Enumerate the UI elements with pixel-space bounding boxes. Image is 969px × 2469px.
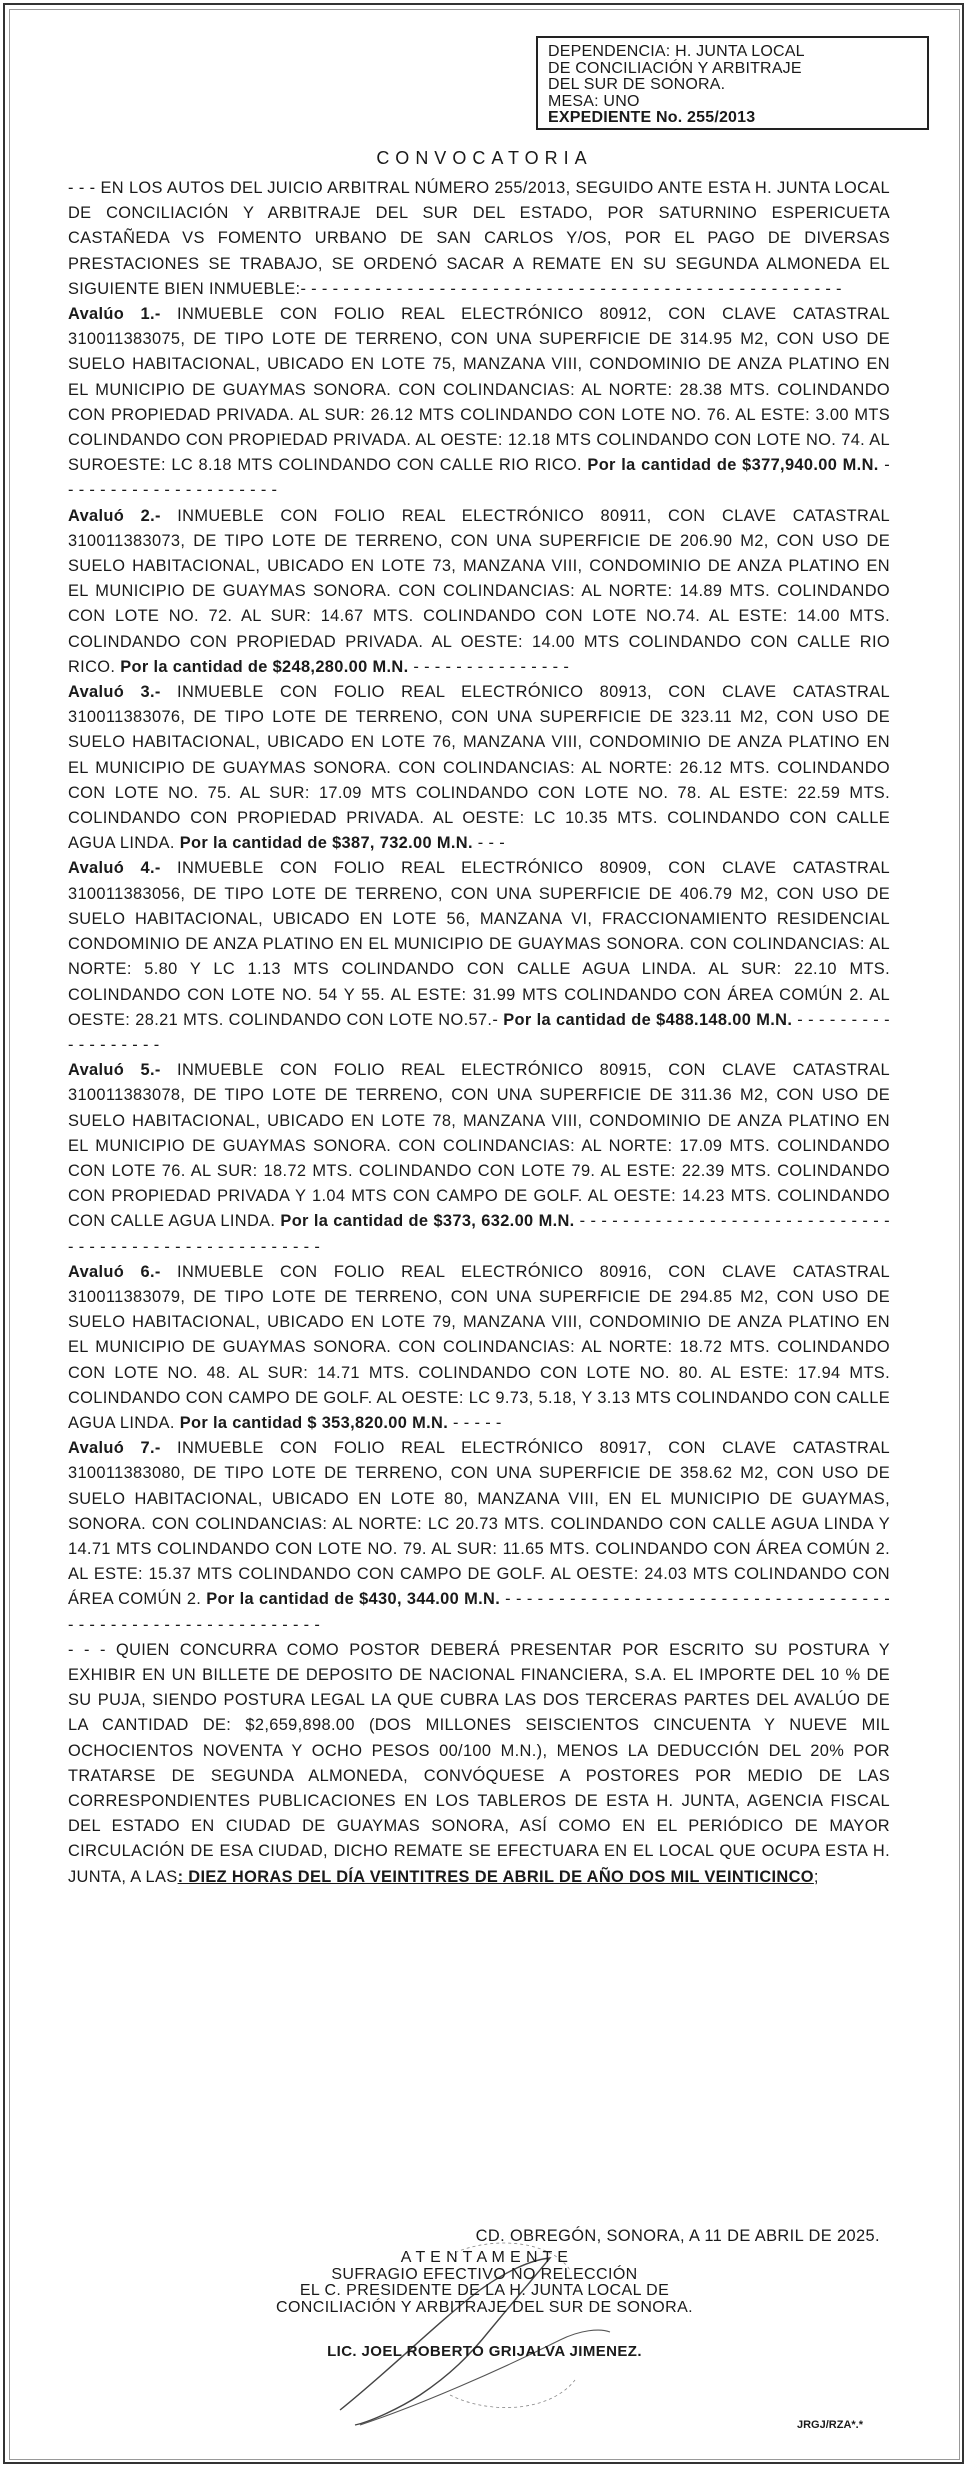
avaluo-dashes: - - - - - - - - - - - - - - - [408, 657, 570, 676]
avaluo-amount: Por la cantidad de $387, 732.00 M.N. [179, 834, 473, 853]
header-box [536, 36, 929, 130]
avaluo-4 [68, 856, 890, 1058]
avaluo-dashes: - - - - - - - - - - - - - - - - - - - - - - - - - - - - - - - - - - - - - - - - - - - - - - - - - - - - - - - - - - - - [68, 1590, 891, 1634]
avaluo-text: INMUEBLE CON FOLIO REAL ELECTRÓNICO 80917, CON CLAVE CATASTRAL 310011383080, DE TIPO LOTE DE TERRENO, CON UNA SUPERFICIE DE 358.62 M2, CON USO DE SUELO HABITACIONAL, UBICADO EN LOTE 80, MANZANA VIII, EN EL MUNICIPIO DE GUAYMAS, SONORA. CON COLINDANCIAS: AL NORTE: LC 20.73 MTS. COLINDANDO CON CALLE AGUA LINDA Y 14.71 MTS COLINDANDO CON LOTE NO. 79. AL SUR: 11.65 MTS. COLINDANDO CON ÁREA COMÚN 2. AL ESTE: 15.37 MTS COLINDANDO CON CAMPO DE GOLF. AL OESTE: 24.03 MTS COLINDANDO CON ÁREA COMÚN 2. [68, 1439, 890, 1609]
avaluo-dashes: - - - - - - - - - - - - - - - - - - [68, 1010, 890, 1054]
avaluo-amount: Por la cantidad de $430, 344.00 M.N. [206, 1590, 501, 1609]
closing-text: - - - QUIEN CONCURRA COMO POSTOR DEBERÁ PRESENTAR POR ESCRITO SU POSTURA Y EXHIBIR EN UN BILLETE DE DEPOSITO DE NACIONAL FINANCIERA, S.A. EL IMPORTE DEL 10 % DE SU PUJA, SIENDO POSTURA LEGAL LA QUE CUBRA LAS DOS TERCERAS PARTES DEL AVALÚO DE LA CANTIDAD DE: $2,659,898.00 (DOS MILLONES SEISCIENTOS CINCUENTA Y NUEVE MIL OCHOCIENTOS NOVENTA Y OCHO PESOS 00/100 M.N.), MENOS LA DEDUCCIÓN DEL 20% POR TRATARSE DE SEGUNDA ALMONEDA, CONVÓQUESE A POSTORES POR MEDIO DE LAS CORRESPONDIENTES PUBLICACIONES EN LOS TABLEROS DE ESTA H. JUNTA, AGENCIA FISCAL DEL ESTADO EN CIUDAD DE GUAYMAS SONORA, ASÍ COMO EN EL PERIÓDICO DE MAYOR CIRCULACIÓN DE ESA CIUDAD, DICHO REMATE SE EFECTUARA EN EL LOCAL QUE OCUPA ESTA H. JUNTA, A LAS [68, 1640, 890, 1886]
header-sur: DEL SUR DE SONORA. [548, 76, 726, 93]
avaluo-dashes: - - - - - - - - - - - - - - - - - - - - - - - - - - - - - - - - - - - - - - - - - - - - - - - - - - - - - [68, 1212, 890, 1256]
avaluo-label: Avaluó 3.- [68, 683, 161, 702]
header-mesa: MESA: UNO [548, 92, 640, 110]
avaluo-label: Avalúo 1.- [68, 305, 161, 324]
avaluo-label: Avaluó 4.- [68, 859, 161, 878]
avaluo-1 [68, 302, 890, 504]
stamp-signature-icon [300, 2200, 680, 2440]
avaluo-text: INMUEBLE CON FOLIO REAL ELECTRÓNICO 80915, CON CLAVE CATASTRAL 310011383078, DE TIPO LOTE DE TERRENO, CON UNA SUPERFICIE DE 311.36 M2, CON USO DE SUELO HABITACIONAL, UBICADO EN LOTE 78, MANZANA VIII, CONDOMINIO DE ANZA PLATINO EN EL MUNICIPIO DE GUAYMAS SONORA. CON COLINDANCIAS: AL NORTE: 17.09 MTS. COLINDANDO CON LOTE 76. AL SUR: 18.72 MTS. COLINDANDO CON LOTE 79. AL ESTE: 22.39 MTS. COLINDANDO CON PROPIEDAD PRIVADA Y 1.04 MTS CON CAMPO DE GOLF. AL OESTE: 14.23 MTS. COLINDANDO CON CALLE AGUA LINDA. [68, 1061, 890, 1231]
avaluo-dashes: - - - - - - - - - - - - - - - - - - - - - [68, 456, 890, 500]
avaluo-7 [68, 1436, 890, 1638]
closing-paragraph [68, 1638, 890, 1890]
signature-block [0, 2250, 969, 2316]
avaluo-3 [68, 680, 890, 856]
signer-name: LIC. JOEL ROBERTO GRIJALVA JIMENEZ. [327, 2343, 642, 2360]
auction-datetime: : DIEZ HORAS DEL DÍA VEINTITRES DE ABRIL DE AÑO DOS MIL VEINTICINCO [177, 1867, 814, 1886]
avaluo-text: INMUEBLE CON FOLIO REAL ELECTRÓNICO 80916, CON CLAVE CATASTRAL 310011383079, DE TIPO LOTE DE TERRENO, CON UNA SUPERFICIE DE 294.85 M2, CON USO DE SUELO HABITACIONAL, UBICADO EN LOTE 79, MANZANA VIII, CONDOMINIO DE ANZA PLATINO EN EL MUNICIPIO DE GUAYMAS SONORA. CON COLINDANCIAS: AL NORTE: 18.72 MTS. COLINDANDO CON LOTE NO. 48. AL SUR: 14.71 MTS. COLINDANDO CON LOTE NO. 80. AL ESTE: 17.94 MTS. COLINDANDO CON CAMPO DE GOLF. AL OESTE: LC 9.73, 5.18, Y 3.13 MTS COLINDANDO CON CALLE AGUA LINDA. [68, 1262, 890, 1432]
avaluo-label: Avaluó 6.- [68, 1262, 161, 1281]
avaluo-2 [68, 504, 890, 680]
header-dependencia: DEPENDENCIA: H. JUNTA LOCAL [548, 43, 805, 60]
avaluo-amount: Por la cantidad de $373, 632.00 M.N. [280, 1212, 575, 1231]
avaluo-amount: Por la cantidad $ 353,820.00 M.N. [179, 1413, 449, 1432]
page-title: CONVOCATORIA [376, 148, 593, 168]
sufragio: SUFRAGIO EFECTIVO NO RELECCIÓN [331, 2265, 638, 2283]
avaluo-5 [68, 1058, 890, 1260]
intro-paragraph: - - - EN LOS AUTOS DEL JUICIO ARBITRAL NÚMERO 255/2013, SEGUIDO ANTE ESTA H. JUNTA LOCAL DE CONCILIACIÓN Y ARBITRAJE DEL SUR DEL ESTADO, POR SATURNINO ESPERICUETA CASTAÑEDA VS FOMENTO URBANO DE SAN CARLOS Y/OS, POR EL PAGO DE DIVERSAS PRESTACIONES SE TRABAJO, SE ORDENÓ SACAR A REMATE EN SU SEGUNDA ALMONEDA EL SIGUIENTE BIEN INMUEBLE:- - - - - - - - - - - - - - - - - - - - - - - - - - - - - - - - - - - - - - - - - - - - - - - - - - - [68, 179, 890, 298]
avaluo-text: INMUEBLE CON FOLIO REAL ELECTRÓNICO 80909, CON CLAVE CATASTRAL 310011383056, DE TIPO LOTE DE TERRENO, CON UNA SUPERFICIE DE 406.79 M2, CON USO DE SUELO HABITACIONAL, UBICADO EN LOTE 56, MANZANA VI, FRACCIONAMIENTO RESIDENCIAL CONDOMINIO DE ANZA PLATINO EN EL MUNICIPIO DE GUAYMAS SONORA. CON COLINDANCIAS: AL NORTE: 5.80 Y LC 1.13 MTS COLINDANDO CON CALLE AGUA LINDA. AL SUR: 22.10 MTS. COLINDANDO CON LOTE NO. 54 Y 55. AL ESTE: 31.99 MTS COLINDANDO CON ÁREA COMÚN 2. AL OESTE: 28.21 MTS. COLINDANDO CON LOTE NO.57.- [68, 859, 890, 1029]
initials: JRGJ/RZA*.* [797, 2419, 864, 2431]
avaluo-text: INMUEBLE CON FOLIO REAL ELECTRÓNICO 80912, CON CLAVE CATASTRAL 310011383075, DE TIPO LOTE DE TERRENO, CON UNA SUPERFICIE DE 314.95 M2, CON USO DE SUELO HABITACIONAL, UBICADO EN LOTE 75, MANZANA VIII, CONDOMINIO DE ANZA PLATINO EN EL MUNICIPIO DE GUAYMAS SONORA. CON COLINDANCIAS: AL NORTE: 28.38 MTS. COLINDANDO CON PROPIEDAD PRIVADA. AL SUR: 26.12 MTS COLINDANDO CON LOTE NO. 76. AL ESTE: 3.00 MTS COLINDANDO CON PROPIEDAD PRIVADA. AL OESTE: 12.18 MTS COLINDANDO CON LOTE NO. 74. AL SUROESTE: LC 8.18 MTS COLINDANDO CON CALLE RIO RICO. [68, 305, 890, 475]
avaluo-amount: Por la cantidad de $248,280.00 M.N. [120, 657, 409, 676]
junta-line: CONCILIACIÓN Y ARBITRAJE DEL SUR DE SONORA. [276, 2298, 693, 2316]
avaluo-dashes: - - - - - [448, 1413, 502, 1432]
avaluo-amount: Por la cantidad de $377,940.00 M.N. [587, 456, 879, 475]
avaluo-dashes: - - - [472, 834, 506, 853]
atentamente: A T E N T A M E N T E [400, 2249, 569, 2266]
avaluo-6 [68, 1260, 890, 1436]
avaluo-label: Avaluó 2.- [68, 506, 161, 525]
header-expediente: EXPEDIENTE No. 255/2013 [548, 109, 756, 126]
avaluo-label: Avaluó 7.- [68, 1439, 161, 1458]
document-body [68, 176, 890, 1890]
header-conciliacion: DE CONCILIACIÓN Y ARBITRAJE [548, 59, 802, 77]
presidente-line: EL C. PRESIDENTE DE LA H. JUNTA LOCAL DE [299, 2282, 670, 2299]
avaluo-label: Avaluó 5.- [68, 1061, 161, 1080]
avaluo-amount: Por la cantidad de $488.148.00 M.N. [503, 1010, 793, 1029]
avaluo-text: INMUEBLE CON FOLIO REAL ELECTRÓNICO 80913, CON CLAVE CATASTRAL 310011383076, DE TIPO LOTE DE TERRENO, CON UNA SUPERFICIE DE 323.11 M2, CON USO DE SUELO HABITACIONAL, UBICADO EN LOTE 76, MANZANA VIII, CONDOMINIO DE ANZA PLATINO EN EL MUNICIPIO DE GUAYMAS SONORA. CON COLINDANCIAS: AL NORTE: 26.12 MTS. COLINDANDO CON LOTE NO. 75. AL SUR: 17.09 MTS COLINDANDO CON LOTE NO. 78. AL ESTE: 22.59 MTS. COLINDANDO CON PROPIEDAD PRIVADA. AL OESTE: LC 10.35 MTS. COLINDANDO CON CALLE AGUA LINDA. [68, 683, 890, 853]
closing-end: ; [813, 1867, 819, 1886]
date-line: CD. OBREGÓN, SONORA, A 11 DE ABRIL DE 2025. [475, 2227, 880, 2245]
avaluo-text: INMUEBLE CON FOLIO REAL ELECTRÓNICO 80911, CON CLAVE CATASTRAL 310011383073, DE TIPO LOTE DE TERRENO, CON UNA SUPERFICIE DE 206.90 M2, CON USO DE SUELO HABITACIONAL, UBICADO EN LOTE 73, MANZANA VIII, CONDOMINIO DE ANZA PLATINO EN EL MUNICIPIO DE GUAYMAS SONORA. CON COLINDANCIAS: AL NORTE: 14.89 MTS. COLINDANDO CON LOTE NO. 72. AL SUR: 14.67 MTS. COLINDANDO CON LOTE NO.74. AL ESTE: 14.00 MTS. COLINDANDO CON PROPIEDAD PRIVADA. AL OESTE: 14.00 MTS COLINDANDO CON CALLE RIO RICO. [68, 506, 890, 676]
